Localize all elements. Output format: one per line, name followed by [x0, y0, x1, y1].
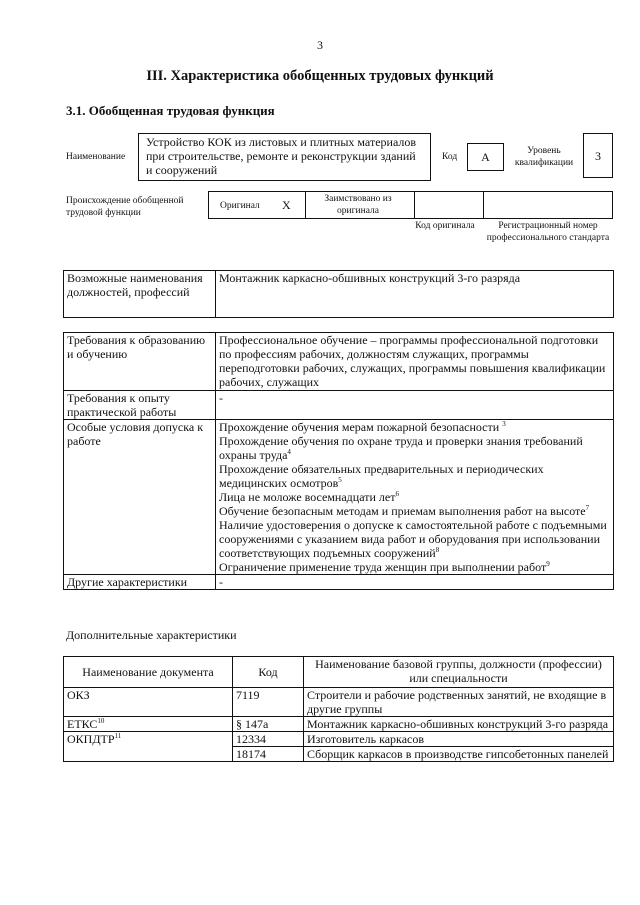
other-label: Другие характеристики	[64, 575, 216, 590]
name-cell: Монтажник каркасно-обшивных конструкций 3-го разряда	[304, 717, 614, 732]
name-value: Устройство КОК из листовых и плитных материалов при строительстве, ремонте и реконструкции зданий и сооружений	[138, 133, 431, 181]
code-cell: 18174	[233, 747, 304, 762]
col-name-header: Наименование базовой группы, должности (профессии) или специальности	[304, 657, 614, 688]
table-row	[64, 688, 614, 717]
origin-divider-1	[305, 192, 306, 218]
doc-cell: ЕТКС	[67, 717, 98, 731]
education-value: Профессиональное обучение – программы профессиональной подготовки по профессиям рабочих, должностям служащих, программы переподготовки рабочих, служащих, программы повышения квалификации рабочих, служащих	[216, 333, 614, 391]
origin-label: Происхождение обобщенной трудовой функции	[66, 196, 184, 218]
positions-label: Возможные наименования должностей, профессий	[64, 271, 216, 318]
condition-item: Лица не моложе восемнадцати лет$^6$	[219, 490, 399, 504]
experience-label: Требования к опыту практической работы	[64, 391, 216, 420]
code-cell: 7119	[233, 688, 304, 717]
subsection-title: 3.1. Обобщенная трудовая функция	[66, 103, 275, 118]
origin-divider-2	[414, 192, 415, 218]
doc-cell: ОКЗ	[67, 688, 90, 702]
name-cell: Строители и рабочие родственных занятий, не входящие в другие группы	[304, 688, 614, 717]
doc-footnote: 11	[114, 732, 122, 740]
code-value: А	[467, 143, 504, 171]
page-number: 3	[317, 38, 323, 52]
origin-frame	[208, 191, 613, 219]
additional-table	[63, 656, 614, 762]
code-label: Код	[442, 152, 458, 162]
code-cell: 12334	[233, 732, 304, 747]
experience-value: -	[216, 391, 614, 420]
condition-item: Прохождение обучения по охране труда и проверки знания требований охраны труда$^4$	[219, 434, 583, 462]
positions-value: Монтажник каркасно-обшивных конструкций 3-го разряда	[216, 271, 614, 318]
condition-item: Ограничение применение труда женщин при выполнении работ$^9$	[219, 560, 550, 574]
requirements-table	[63, 332, 614, 590]
original-label: Оригинал	[220, 201, 260, 211]
additional-title: Дополнительные характеристики	[66, 628, 237, 642]
col-code-header: Код	[233, 657, 304, 688]
conditions-label: Особые условия допуска к работе	[64, 420, 216, 575]
conditions-list	[216, 420, 614, 575]
condition-item: Обучение безопасным методам и приемам выполнения работ на высоте$^7$	[219, 504, 590, 518]
other-value: -	[216, 575, 614, 590]
reg-number-caption: Регистрационный номер профессионального стандарта	[486, 221, 610, 243]
col-doc-header: Наименование документа	[64, 657, 233, 688]
borrowed-label: Заимствовано из оригинала	[324, 194, 392, 216]
name-cell: Изготовитель каркасов	[304, 732, 614, 747]
doc-footnote: 10	[97, 717, 105, 725]
original-mark: X	[282, 198, 291, 212]
positions-table	[63, 270, 614, 318]
level-label: Уровень квалификации	[514, 146, 574, 168]
name-cell: Сборщик каркасов в производстве гипсобетонных панелей	[304, 747, 614, 762]
level-value: 3	[583, 133, 613, 178]
condition-item: Прохождение обязательных предварительных и периодических медицинских осмотров$^5$	[219, 462, 544, 490]
code-cell: § 147а	[233, 717, 304, 732]
education-label: Требования к образованию и обучению	[64, 333, 216, 391]
table-row	[64, 732, 614, 747]
condition-item: Наличие удостоверения о допуске к самостоятельной работе с подъемными сооружениями с указанием вида работ и оборудования при использовании соответствующих подъемных сооружений$^8$	[219, 518, 607, 560]
code-original-caption: Код оригинала	[415, 221, 475, 231]
section-title: III. Характеристика обобщенных трудовых функций	[146, 68, 494, 84]
name-label: Наименование	[66, 152, 126, 162]
condition-item: Прохождение обучения мерам пожарной безопасности $^3$	[219, 420, 506, 434]
doc-cell: ОКПДТР	[67, 732, 115, 746]
table-row	[64, 717, 614, 732]
origin-divider-3	[483, 192, 484, 218]
